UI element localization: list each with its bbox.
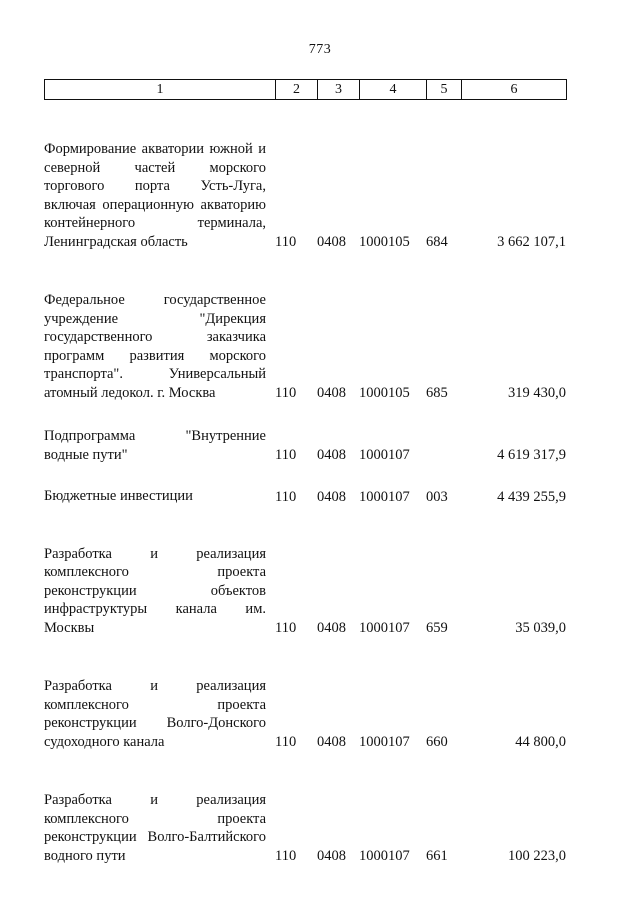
row-code-5: 659 xyxy=(426,620,448,636)
row-value: 4 619 317,9 xyxy=(497,447,566,463)
row-code-3: 0408 xyxy=(317,447,346,463)
column-header-3: 3 xyxy=(318,80,360,100)
row-code-3: 0408 xyxy=(317,385,346,401)
row-name: Разработка и реализация комплексного проекта реконструкции объектов инфраструктуры канала им. Москвы xyxy=(44,545,266,636)
row-code-5: 003 xyxy=(426,488,448,505)
row-code-2: 110 xyxy=(275,234,297,250)
row-name: Разработка и реализация комплексного проекта реконструкции Волго-Донского судоходного канала xyxy=(44,678,266,750)
row-name: Федеральное государственное учреждение "Дирекция государственного заказчика программ развития морского транспорта". Универсальный атомный ледокол. г. Москва xyxy=(44,292,266,401)
row-code-2: 110 xyxy=(275,488,297,505)
row-value: 4 439 255,9 xyxy=(497,488,566,505)
row-value: 100 223,0 xyxy=(508,848,566,864)
row-value: 3 662 107,1 xyxy=(497,234,566,250)
row-code-3: 0408 xyxy=(317,734,346,750)
row-code-3: 0408 xyxy=(317,488,346,505)
column-header-6: 6 xyxy=(462,80,567,100)
row-code-5: 684 xyxy=(426,234,448,250)
row-code-5: 660 xyxy=(426,734,448,750)
budget-table xyxy=(44,100,566,865)
row-code-4: 1000107 xyxy=(359,488,410,505)
column-header-2: 2 xyxy=(276,80,318,100)
row-value: 319 430,0 xyxy=(508,385,566,401)
table-row xyxy=(44,464,566,506)
table-row xyxy=(44,751,566,865)
column-header-table xyxy=(44,79,567,100)
row-code-4: 1000107 xyxy=(359,848,410,864)
row-code-2: 110 xyxy=(275,620,297,636)
column-header-row xyxy=(45,80,567,100)
table-row xyxy=(44,402,566,464)
row-name: Разработка и реализация комплексного проекта реконструкции Волго-Балтийского водного пути xyxy=(44,792,266,864)
row-name: Подпрограмма "Внутренние водные пути" xyxy=(44,428,266,463)
row-value: 44 800,0 xyxy=(515,734,566,750)
row-code-4: 1000105 xyxy=(359,385,410,401)
row-code-3: 0408 xyxy=(317,234,346,250)
row-code-2: 110 xyxy=(275,848,297,864)
row-name: Формирование акватории южной и северной частей морского торгового порта Усть-Луга, включая операционную акваторию контейнерного терминала, Ленинградская область xyxy=(44,141,266,250)
row-code-4: 1000107 xyxy=(359,620,410,636)
row-code-5 xyxy=(426,402,461,464)
row-name: Бюджетные инвестиции xyxy=(44,488,193,504)
column-header-1: 1 xyxy=(45,80,276,100)
row-value: 35 039,0 xyxy=(515,620,566,636)
row-code-4: 1000107 xyxy=(359,447,410,463)
row-code-5: 661 xyxy=(426,848,448,864)
row-code-4: 1000107 xyxy=(359,734,410,750)
column-header-5: 5 xyxy=(427,80,462,100)
column-header-4: 4 xyxy=(360,80,427,100)
table-row xyxy=(44,637,566,751)
table-row xyxy=(44,251,566,402)
row-code-2: 110 xyxy=(275,385,297,401)
row-code-4: 1000105 xyxy=(359,234,410,250)
row-code-3: 0408 xyxy=(317,620,346,636)
row-code-2: 110 xyxy=(275,447,297,463)
row-code-5: 685 xyxy=(426,385,448,401)
page-number: 773 xyxy=(308,42,332,57)
row-code-3: 0408 xyxy=(317,848,346,864)
row-code-2: 110 xyxy=(275,734,297,750)
table-row xyxy=(44,506,566,638)
table-row xyxy=(44,100,566,251)
